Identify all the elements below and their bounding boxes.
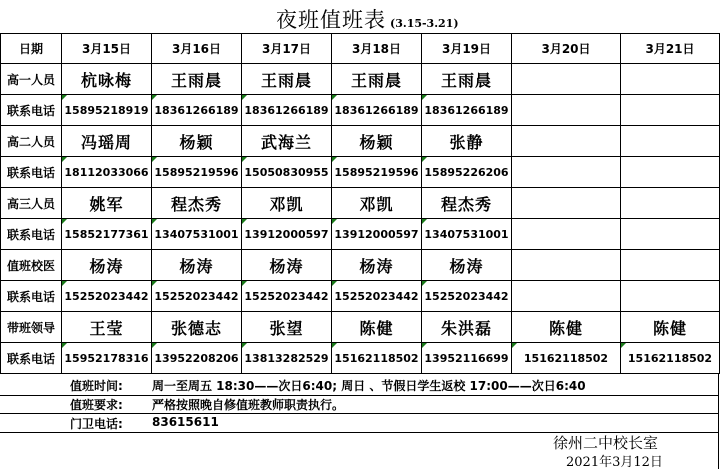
phone-row bbox=[1, 281, 720, 312]
phone-cell: 15252023442 bbox=[422, 281, 512, 312]
row-label: 值班校医 bbox=[1, 250, 62, 281]
staff-name-cell: 杨涛 bbox=[422, 250, 512, 281]
date-cell: 3月18日 bbox=[332, 34, 422, 64]
duty-time-label: 值班时间: bbox=[70, 379, 123, 393]
phone-cell bbox=[621, 157, 720, 188]
header-label: 日期 bbox=[1, 34, 62, 64]
staff-name-cell: 杨颖 bbox=[332, 126, 422, 157]
phone-cell: 15895218919 bbox=[62, 95, 152, 126]
roster-body bbox=[1, 34, 720, 374]
phone-cell bbox=[512, 157, 621, 188]
row-label: 联系电话 bbox=[1, 343, 62, 374]
row-label: 联系电话 bbox=[1, 157, 62, 188]
staff-name-cell: 陈健 bbox=[332, 312, 422, 343]
phone-cell: 13952116699 bbox=[422, 343, 512, 374]
note-gate-phone bbox=[0, 413, 719, 433]
staff-name-cell: 王雨晨 bbox=[332, 64, 422, 95]
phone-cell bbox=[621, 95, 720, 126]
staff-name-cell: 冯瑶周 bbox=[62, 126, 152, 157]
phone-cell: 15162118502 bbox=[621, 343, 720, 374]
staff-name-cell: 杨涛 bbox=[242, 250, 332, 281]
staff-name-cell: 张望 bbox=[242, 312, 332, 343]
staff-name-cell: 陈健 bbox=[512, 312, 621, 343]
phone-row bbox=[1, 95, 720, 126]
phone-cell: 18112033066 bbox=[62, 157, 152, 188]
staff-name-cell: 程杰秀 bbox=[152, 188, 242, 219]
duty-roster-table bbox=[0, 33, 720, 374]
staff-name-cell: 杭咏梅 bbox=[62, 64, 152, 95]
issue-date: 2021年3月12日 bbox=[566, 455, 663, 470]
staff-name-cell: 王雨晨 bbox=[152, 64, 242, 95]
date-cell: 3月17日 bbox=[242, 34, 332, 64]
staff-name-cell: 朱洪磊 bbox=[422, 312, 512, 343]
staff-name-cell: 王雨晨 bbox=[422, 64, 512, 95]
phone-cell: 18361266189 bbox=[332, 95, 422, 126]
staff-name-cell: 武海兰 bbox=[242, 126, 332, 157]
phone-cell bbox=[512, 95, 621, 126]
staff-name-cell: 张德志 bbox=[152, 312, 242, 343]
phone-cell: 18361266189 bbox=[152, 95, 242, 126]
phone-cell: 13912000597 bbox=[242, 219, 332, 250]
phone-cell: 15252023442 bbox=[242, 281, 332, 312]
date-cell: 3月20日 bbox=[512, 34, 621, 64]
row-label: 高二人员 bbox=[1, 126, 62, 157]
staff-name-cell bbox=[621, 188, 720, 219]
phone-cell: 15895219596 bbox=[152, 157, 242, 188]
staff-name-cell: 杨颖 bbox=[152, 126, 242, 157]
staff-name-cell: 邓凯 bbox=[332, 188, 422, 219]
date-range: (3.15-3.21) bbox=[390, 17, 459, 30]
right-border bbox=[718, 374, 719, 469]
staff-name-cell bbox=[621, 126, 720, 157]
phone-cell bbox=[512, 219, 621, 250]
note-duty-requirement bbox=[0, 395, 719, 414]
phone-cell: 18361266189 bbox=[422, 95, 512, 126]
duty-time-text: 周一至周五 18:30——次日6:40; 周日 、节假日学生返校 17:00——次日6:40 bbox=[152, 379, 586, 393]
staff-row bbox=[1, 312, 720, 343]
gate-phone-text: 83615611 bbox=[152, 415, 219, 429]
staff-name-cell bbox=[621, 64, 720, 95]
row-label: 带班领导 bbox=[1, 312, 62, 343]
date-cell: 3月15日 bbox=[62, 34, 152, 64]
issuer-office: 徐州二中校长室 bbox=[553, 434, 659, 452]
phone-cell: 15952178316 bbox=[62, 343, 152, 374]
staff-name-cell bbox=[512, 126, 621, 157]
staff-row bbox=[1, 64, 720, 95]
date-cell: 3月16日 bbox=[152, 34, 242, 64]
page-title bbox=[276, 4, 459, 34]
duty-requirement-label: 值班要求: bbox=[70, 398, 123, 412]
title-text: 夜班值班表 bbox=[276, 8, 386, 32]
staff-name-cell bbox=[512, 64, 621, 95]
duty-requirement-text: 严格按照晚自修值班教师职责执行。 bbox=[152, 398, 345, 412]
phone-cell: 15895219596 bbox=[332, 157, 422, 188]
phone-cell: 13912000597 bbox=[332, 219, 422, 250]
staff-name-cell: 杨涛 bbox=[152, 250, 242, 281]
staff-name-cell bbox=[512, 188, 621, 219]
row-label: 高一人员 bbox=[1, 64, 62, 95]
phone-cell: 13952208206 bbox=[152, 343, 242, 374]
staff-row bbox=[1, 188, 720, 219]
phone-row bbox=[1, 343, 720, 374]
title-row bbox=[0, 0, 720, 34]
phone-cell: 15050830955 bbox=[242, 157, 332, 188]
date-cell: 3月19日 bbox=[422, 34, 512, 64]
phone-cell: 15252023442 bbox=[152, 281, 242, 312]
phone-row bbox=[1, 157, 720, 188]
phone-cell bbox=[512, 281, 621, 312]
phone-cell: 15252023442 bbox=[62, 281, 152, 312]
gate-phone-label: 门卫电话: bbox=[70, 417, 123, 431]
staff-name-cell: 王莹 bbox=[62, 312, 152, 343]
row-label: 联系电话 bbox=[1, 95, 62, 126]
staff-name-cell: 杨涛 bbox=[62, 250, 152, 281]
date-cell: 3月21日 bbox=[621, 34, 720, 64]
staff-row bbox=[1, 126, 720, 157]
phone-cell: 15895226206 bbox=[422, 157, 512, 188]
phone-cell: 15162118502 bbox=[332, 343, 422, 374]
phone-cell: 18361266189 bbox=[242, 95, 332, 126]
phone-cell: 15252023442 bbox=[332, 281, 422, 312]
phone-row bbox=[1, 219, 720, 250]
staff-name-cell: 邓凯 bbox=[242, 188, 332, 219]
phone-cell: 15162118502 bbox=[512, 343, 621, 374]
staff-name-cell: 陈健 bbox=[621, 312, 720, 343]
phone-cell: 13407531001 bbox=[152, 219, 242, 250]
staff-name-cell bbox=[512, 250, 621, 281]
staff-name-cell: 杨涛 bbox=[332, 250, 422, 281]
phone-cell bbox=[621, 281, 720, 312]
staff-name-cell: 王雨晨 bbox=[242, 64, 332, 95]
phone-cell: 13407531001 bbox=[422, 219, 512, 250]
staff-name-cell: 张静 bbox=[422, 126, 512, 157]
note-duty-time bbox=[0, 374, 719, 396]
phone-cell: 15852177361 bbox=[62, 219, 152, 250]
phone-cell: 13813282529 bbox=[242, 343, 332, 374]
staff-row bbox=[1, 250, 720, 281]
row-label: 高三人员 bbox=[1, 188, 62, 219]
phone-cell bbox=[621, 219, 720, 250]
staff-name-cell: 姚军 bbox=[62, 188, 152, 219]
staff-name-cell bbox=[621, 250, 720, 281]
row-label: 联系电话 bbox=[1, 219, 62, 250]
staff-name-cell: 程杰秀 bbox=[422, 188, 512, 219]
header-row bbox=[1, 34, 720, 64]
row-label: 联系电话 bbox=[1, 281, 62, 312]
